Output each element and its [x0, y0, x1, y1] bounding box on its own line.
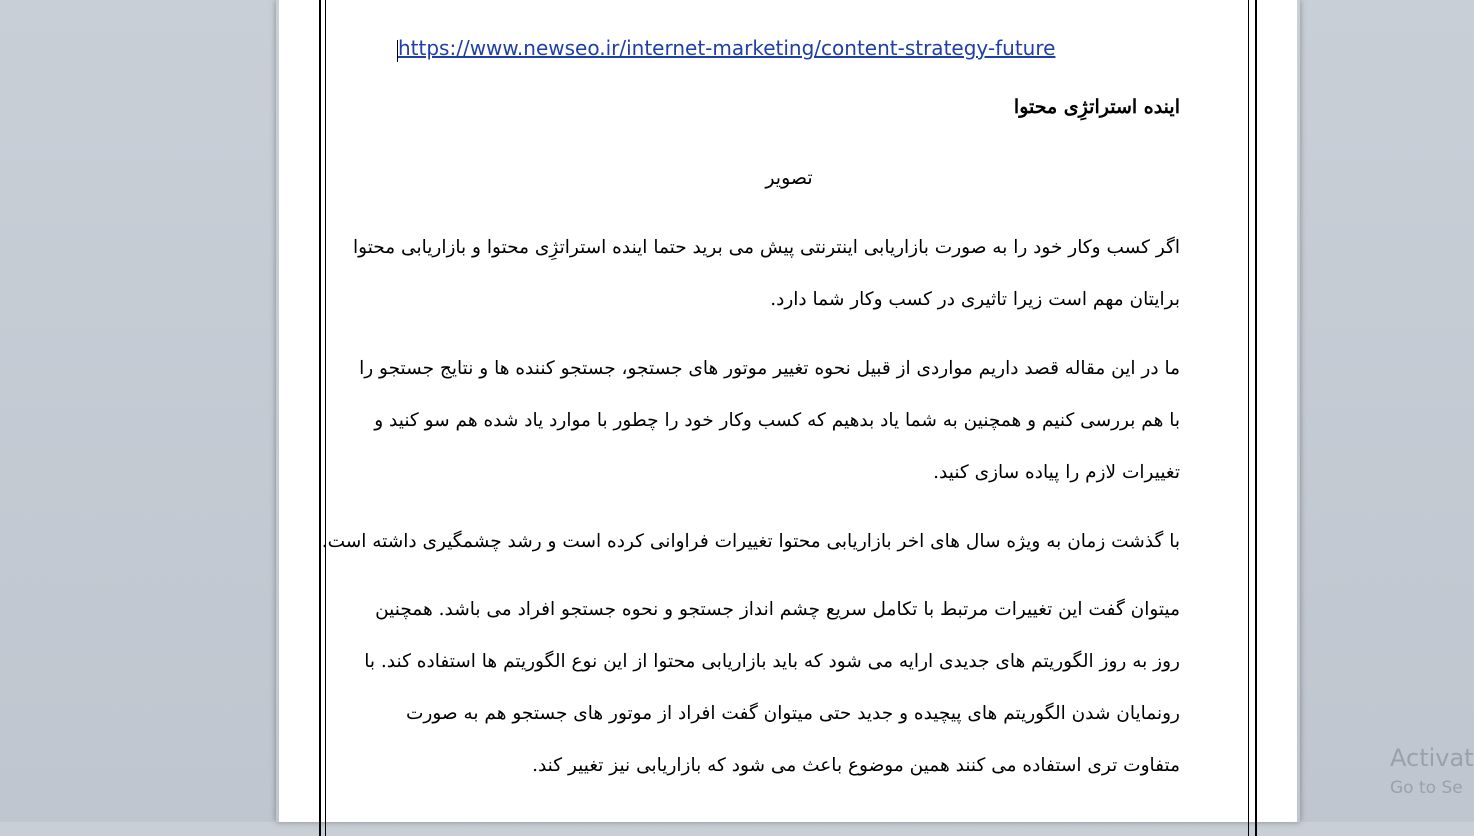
- paragraph-2-line-3: تغییرات لازم را پیاده سازی کنید.: [933, 462, 1180, 483]
- paragraph-3-line-1: با گذشت زمان به ویژه سال های اخر بازاریابی محتوا تغییرات فراوانی کرده است و رشد چشمگیری داشته است.: [321, 531, 1180, 552]
- paragraph-1-line-2: برایتان مهم است زیرا تاثیری در کسب وکار شما دارد.: [770, 289, 1180, 310]
- activation-watermark-subtitle: Go to Se: [1390, 778, 1463, 798]
- paragraph-4-line-1: میتوان گفت این تغییرات مرتبط با تکامل سریع چشم انداز جستجو و نحوه جستجو افراد می باشد. همچنین: [375, 599, 1180, 620]
- document-title: اینده استراتژِی محتوا: [1013, 96, 1180, 118]
- paragraph-4-line-3: رونمایان شدن الگوریتم های پیچیده و جدید حتی میتوان گفت افراد از موتور های جستجو هم به صورت: [405, 703, 1180, 724]
- activation-watermark-title: Activat: [1390, 744, 1474, 772]
- paragraph-1-line-1: اگر کسب وکار خود را به صورت بازاریابی اینترنتی پیش می برید حتما اینده استراتژِی محتوا و بازاریابی محتوا: [353, 237, 1180, 258]
- image-caption: تصویر: [765, 167, 813, 189]
- article-link[interactable]: https://www.newseo.ir/internet-marketing/content-strategy-future: [398, 36, 1056, 60]
- paragraph-4-line-2: روز به روز الگوریتم های جدیدی ارایه می شود که باید بازاریابی محتوا از این نوع الگوریتم ها استفاده کند. با: [364, 651, 1180, 672]
- document-page[interactable]: [279, 0, 1297, 822]
- paragraph-4-line-4: متفاوت تری استفاده می کنند همین موضوع باعث می شود که بازاریابی نیز تغییر کند.: [532, 755, 1180, 776]
- paragraph-2-line-1: ما در این مقاله قصد داریم مواردی از قبیل نحوه تغییر موتور های جستجو، جستجو کننده ها و نتایج جستجو را: [359, 358, 1180, 379]
- paragraph-2-line-2: با هم بررسی کنیم و همچنین به شما یاد بدهیم که کسب وکار خود را چطور با موارد یاد شده هم سو کنید و: [374, 410, 1180, 431]
